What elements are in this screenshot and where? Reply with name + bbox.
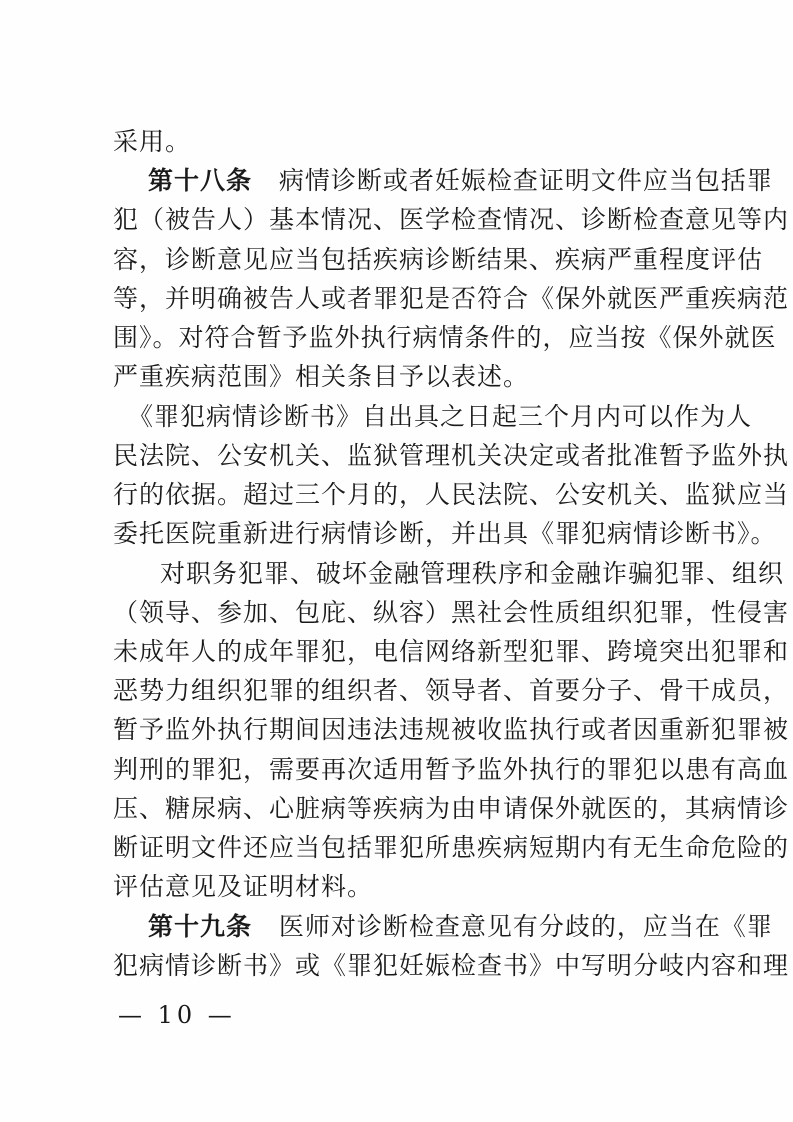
article-18-first-line bbox=[148, 166, 773, 196]
text-line: 围》。对符合暂予监外执行病情条件的，应当按《保外就医 bbox=[113, 323, 777, 353]
text-line: 断证明文件还应当包括罪犯所患疾病短期内有无生命危险的 bbox=[113, 833, 790, 863]
text-line: 委托医院重新进行病情诊断，并出具《罪犯病情诊断书》。 bbox=[113, 519, 777, 549]
text-line: 严重疾病范围》相关条目予以表述。 bbox=[113, 362, 530, 392]
text-line: 未成年人的成年罪犯，电信网络新型犯罪、跨境突出犯罪和 bbox=[113, 636, 790, 666]
text-line: 恶势力组织犯罪的组织者、领导者、首要分子、骨干成员， bbox=[113, 676, 790, 706]
text-line: （领导、参加、包庇、纵容）黑社会性质组织犯罪，性侵害 bbox=[113, 597, 790, 627]
page-number: — 10 — bbox=[118, 1001, 236, 1029]
text-line: 犯（被告人）基本情况、医学检查情况、诊断检查意见等内 bbox=[113, 205, 790, 235]
text-line: 压、糖尿病、心脏病等疾病为由申请保外就医的，其病情诊 bbox=[113, 793, 790, 823]
text-line: 等，并明确被告人或者罪犯是否符合《保外就医严重疾病范 bbox=[113, 283, 790, 313]
text-line: 采用。 bbox=[113, 127, 192, 156]
article-19-first-line bbox=[148, 911, 773, 942]
paragraph-first-line: 《罪犯病情诊断书》自出具之日起三个月内可以作为人 bbox=[128, 401, 753, 431]
text-line: 民法院、公安机关、监狱管理机关决定或者批准暂予监外执 bbox=[113, 440, 790, 470]
text-line: 容，诊断意见应当包括疾病诊断结果、疾病严重程度评估 bbox=[113, 244, 764, 274]
text-line: 判刑的罪犯，需要再次适用暂予监外执行的罪犯以患有高血 bbox=[113, 754, 790, 784]
text-line: 行的依据。超过三个月的，人民法院、公安机关、监狱应当 bbox=[113, 480, 790, 510]
text-line: 犯病情诊断书》或《罪犯妊娠检查书》中写明分岐内容和理 bbox=[113, 950, 790, 980]
article-19-text: 医师对诊断检查意见有分歧的，应当在《罪 bbox=[278, 911, 773, 941]
article-18-text: 病情诊断或者妊娠检查证明文件应当包括罪 bbox=[278, 166, 773, 196]
text-line: 评估意见及证明材料。 bbox=[113, 872, 374, 902]
article-19-heading: 第十九条 bbox=[148, 911, 253, 941]
text-line: 暂予监外执行期间因违法违规被收监执行或者因重新犯罪被 bbox=[113, 715, 790, 745]
paragraph-first-line: 对职务犯罪、破坏金融管理秩序和金融诈骗犯罪、组织 bbox=[160, 558, 785, 588]
article-18-heading: 第十八条 bbox=[148, 166, 253, 196]
